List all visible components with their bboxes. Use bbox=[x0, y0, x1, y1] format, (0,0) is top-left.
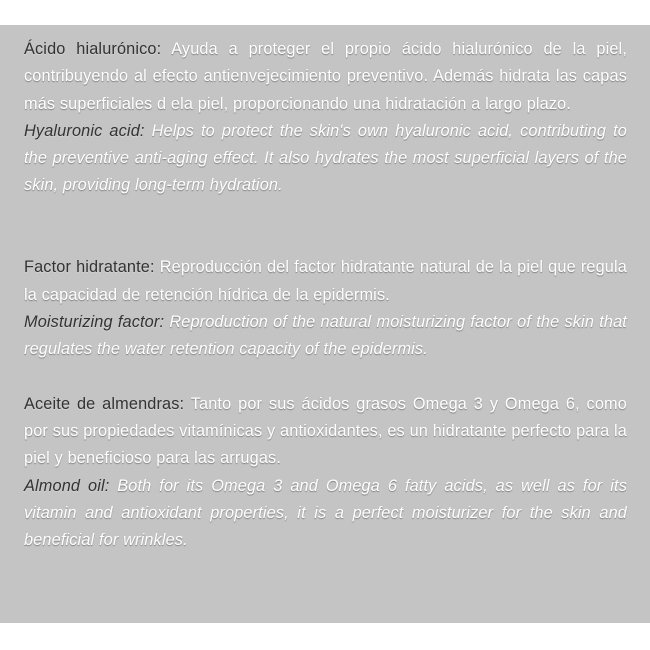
spanish-description bbox=[24, 36, 627, 118]
english-description bbox=[24, 118, 627, 200]
section-moisturizing-factor bbox=[24, 254, 627, 363]
ingredient-label: Ácido hialurónico: bbox=[24, 40, 162, 58]
english-description bbox=[24, 473, 627, 555]
ingredient-label: Almond oil: bbox=[24, 476, 110, 495]
english-description bbox=[24, 309, 627, 364]
spanish-description bbox=[24, 391, 627, 473]
ingredients-panel bbox=[0, 25, 650, 623]
ingredient-label: Factor hidratante: bbox=[24, 258, 155, 277]
ingredient-text: Tanto por sus ácidos grasos Omega 3 y Omega 6, como por sus propiedades vitamínicas y antioxidantes, es un hidratante perfecto para la piel y beneficioso para las arrugas. bbox=[24, 394, 627, 468]
ingredient-label: Hyaluronic acid: bbox=[24, 121, 145, 140]
ingredient-label: Aceite de almendras: bbox=[24, 394, 185, 413]
ingredient-text: Ayuda a proteger el propio ácido hialurónico de la piel, contribuyendo al efecto antienvejecimiento preventivo. Además hidrata las capas más superficiales d ela piel, proporcionando una hidratación a largo plazo. bbox=[24, 40, 627, 113]
ingredient-text: Reproducción del factor hidratante natural de la piel que regula la capacidad de retención hídrica de la epidermis. bbox=[24, 258, 627, 304]
section-almond-oil bbox=[24, 391, 627, 555]
section-hyaluronic-acid bbox=[24, 36, 627, 200]
spanish-description bbox=[24, 254, 627, 309]
ingredient-label: Moisturizing factor: bbox=[24, 312, 165, 331]
ingredient-text: Helps to protect the skin's own hyaluronic acid, contributing to the preventive anti-aging effect. It also hydrates the most superficial layers of the skin, providing long-term hydration. bbox=[24, 121, 627, 195]
ingredient-text: Reproduction of the natural moisturizing factor of the skin that regulates the water retention capacity of the epidermis. bbox=[24, 312, 627, 359]
ingredient-text: Both for its Omega 3 and Omega 6 fatty acids, as well as for its vitamin and antioxidant properties, it is a perfect moisturizer for the skin and beneficial for wrinkles. bbox=[24, 476, 627, 550]
